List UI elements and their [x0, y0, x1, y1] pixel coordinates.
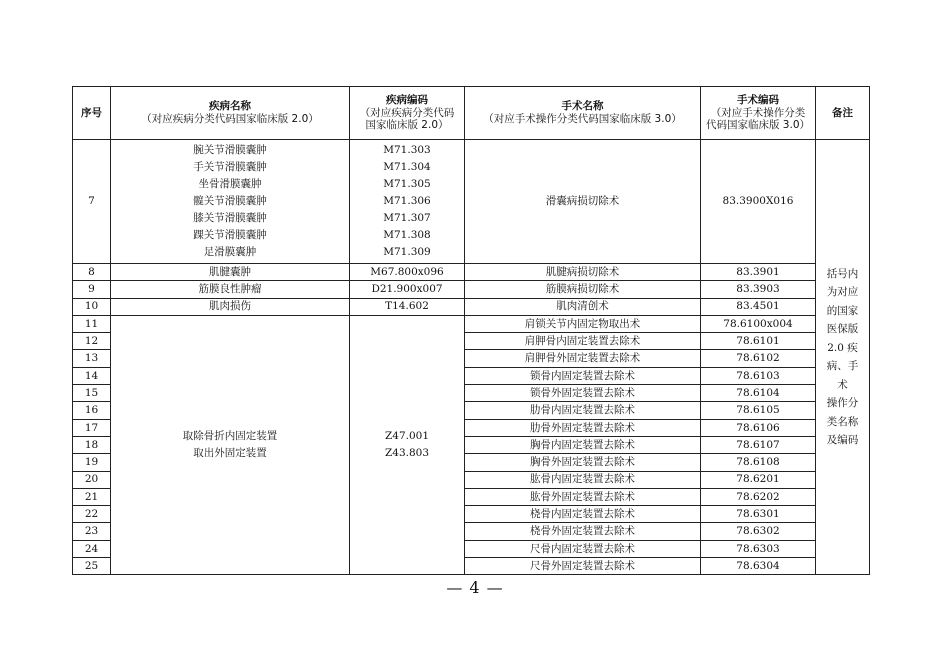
operation-code-cell: 78.6202: [701, 488, 816, 505]
disease-name: 坐骨滑膜囊肿: [198, 178, 262, 190]
operation-code-cell: 78.6105: [701, 402, 816, 419]
seq-cell: 14: [73, 367, 111, 384]
disease-name: 取除骨折内固定装置: [182, 430, 278, 443]
table-row: [73, 281, 870, 298]
header-seq: 序号: [73, 87, 111, 140]
table-header-row: [73, 87, 870, 140]
operation-code-cell: 78.6106: [701, 419, 816, 436]
operation-code-cell: 78.6302: [701, 523, 816, 540]
operation-code-cell: 78.6101: [701, 333, 816, 350]
disease-code: M71.308: [383, 229, 431, 241]
operation-name-cell: 肋骨内固定装置去除术: [465, 402, 701, 419]
header-note: 备注: [816, 87, 870, 140]
note-text: 括号内 为对应 的国家 医保版 2.0 疾 病、手术 操作分 类名称 及编码: [826, 267, 859, 447]
operation-code-cell: 78.6100x004: [701, 315, 816, 332]
operation-name-cell: 滑囊病损切除术: [465, 140, 701, 264]
seq-cell: 13: [73, 350, 111, 367]
operation-name-cell: 肩胛骨外固定装置去除术: [465, 350, 701, 367]
seq-cell: 25: [73, 558, 111, 575]
disease-code-cell: M67.800x096: [350, 264, 465, 281]
disease-name-cell: 肌肉损伤: [111, 298, 350, 315]
disease-name: 踝关节滑膜囊肿: [193, 229, 267, 241]
operation-name-cell: 筋膜病损切除术: [465, 281, 701, 298]
disease-name-cell: 筋膜良性肿瘤: [111, 281, 350, 298]
seq-cell: 22: [73, 506, 111, 523]
operation-code-cell: 78.6103: [701, 367, 816, 384]
group-disease-name-cell: [111, 315, 350, 574]
disease-name: 足滑膜囊肿: [203, 246, 257, 258]
operation-name-cell: 桡骨外固定装置去除术: [465, 523, 701, 540]
operation-name-cell: 胸骨外固定装置去除术: [465, 454, 701, 471]
seq-cell: 15: [73, 385, 111, 402]
operation-code-cell: 78.6108: [701, 454, 816, 471]
operation-name-cell: 尺骨内固定装置去除术: [465, 540, 701, 557]
seq-cell: 10: [73, 298, 111, 315]
seq-cell: 7: [73, 140, 111, 264]
operation-name-cell: 肩锁关节内固定物取出术: [465, 315, 701, 332]
disease-name: 腕关节滑膜囊肿: [193, 144, 267, 156]
operation-code-cell: 78.6107: [701, 436, 816, 453]
seq-cell: 23: [73, 523, 111, 540]
header-disease-name: 疾病名称 （对应疾病分类代码国家临床版 2.0）: [111, 87, 350, 140]
seq-cell: 24: [73, 540, 111, 557]
seq-cell: 9: [73, 281, 111, 298]
disease-name: 取出外固定装置: [193, 447, 267, 460]
operation-name-cell: 锁骨外固定装置去除术: [465, 385, 701, 402]
disease-code-cell: [350, 140, 465, 264]
operation-code-cell: 78.6303: [701, 540, 816, 557]
operation-code-cell: 83.4501: [701, 298, 816, 315]
operation-name-cell: 肱骨外固定装置去除术: [465, 488, 701, 505]
disease-code: M71.309: [383, 246, 431, 258]
disease-code-cell: D21.900x007: [350, 281, 465, 298]
note-cell: [816, 140, 870, 575]
disease-code: Z47.001: [384, 430, 430, 443]
disease-code: M71.305: [383, 178, 431, 190]
operation-name-cell: 肌腱病损切除术: [465, 264, 701, 281]
disease-name: 髋关节滑膜囊肿: [193, 195, 267, 207]
operation-code-cell: 78.6104: [701, 385, 816, 402]
operation-code-cell: 78.6301: [701, 506, 816, 523]
seq-cell: 19: [73, 454, 111, 471]
table-row-7: [73, 140, 870, 264]
operation-code-cell: 83.3901: [701, 264, 816, 281]
disease-name: 手关节滑膜囊肿: [193, 161, 267, 173]
operation-name-cell: 肩胛骨内固定装置去除术: [465, 333, 701, 350]
seq-cell: 8: [73, 264, 111, 281]
seq-cell: 11: [73, 315, 111, 332]
operation-code-cell: 78.6201: [701, 471, 816, 488]
operation-code-cell: 78.6304: [701, 558, 816, 575]
disease-code: M71.303: [383, 144, 431, 156]
seq-cell: 18: [73, 436, 111, 453]
operation-name-cell: 肌肉清创术: [465, 298, 701, 315]
disease-code-cell: T14.602: [350, 298, 465, 315]
header-operation-name: 手术名称 （对应手术操作分类代码国家临床版 3.0）: [465, 87, 701, 140]
operation-name-cell: 桡骨内固定装置去除术: [465, 506, 701, 523]
operation-name-cell: 锁骨内固定装置去除术: [465, 367, 701, 384]
seq-cell: 16: [73, 402, 111, 419]
table-row: [73, 264, 870, 281]
disease-code: M71.307: [383, 212, 431, 224]
operation-name-cell: 肋骨外固定装置去除术: [465, 419, 701, 436]
group-disease-code-cell: [350, 315, 465, 574]
disease-code: M71.306: [383, 195, 431, 207]
disease-name-cell: 肌腱囊肿: [111, 264, 350, 281]
operation-code-cell: 78.6102: [701, 350, 816, 367]
operation-name-cell: 尺骨外固定装置去除术: [465, 558, 701, 575]
seq-cell: 12: [73, 333, 111, 350]
operation-name-cell: 肱骨内固定装置去除术: [465, 471, 701, 488]
disease-name: 膝关节滑膜囊肿: [193, 212, 267, 224]
disease-name-cell: [111, 140, 350, 264]
disease-code: Z43.803: [384, 447, 430, 460]
header-operation-code: 手术编码 （对应手术操作分类 代码国家临床版 3.0）: [701, 87, 816, 140]
operation-code-cell: 83.3903: [701, 281, 816, 298]
seq-cell: 17: [73, 419, 111, 436]
header-disease-code: 疾病编码 （对应疾病分类代码 国家临床版 2.0）: [350, 87, 465, 140]
operation-code-cell: 83.3900X016: [701, 140, 816, 264]
page-number: — 4 —: [446, 578, 504, 597]
table-row: [73, 315, 870, 332]
seq-cell: 20: [73, 471, 111, 488]
disease-code: M71.304: [383, 161, 431, 173]
seq-cell: 21: [73, 488, 111, 505]
disease-procedure-table: [72, 86, 870, 575]
operation-name-cell: 胸骨内固定装置去除术: [465, 436, 701, 453]
table-row: [73, 298, 870, 315]
